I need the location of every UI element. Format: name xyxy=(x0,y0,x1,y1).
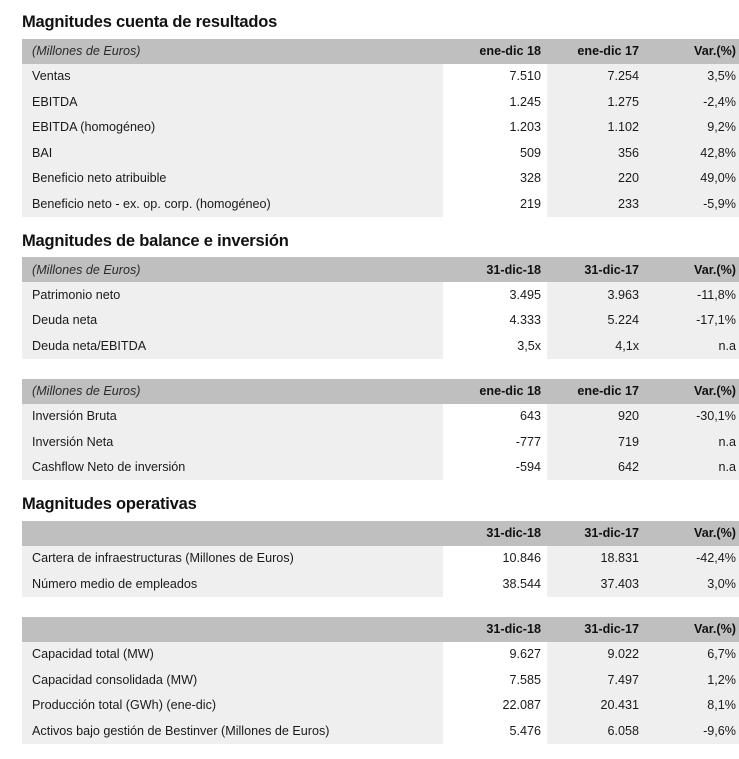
table-row xyxy=(22,404,739,430)
column-header-variation: Var.(%) xyxy=(645,521,739,546)
table-row xyxy=(22,429,739,455)
row-value-previous: 18.831 xyxy=(600,551,639,566)
row-value-variation: -9,6% xyxy=(703,723,736,738)
spacer xyxy=(22,480,739,496)
table-row xyxy=(22,642,739,668)
spacer xyxy=(22,597,739,617)
column-header-unit: (Millones de Euros) xyxy=(22,379,443,404)
row-label: Deuda neta/EBITDA xyxy=(32,338,147,353)
row-value-previous: 3.963 xyxy=(607,287,639,302)
row-value-previous: 233 xyxy=(617,196,639,211)
row-value-variation: 3,5% xyxy=(707,69,736,84)
row-value-current: 328 xyxy=(443,166,547,192)
table-header-row xyxy=(22,257,739,282)
column-header-unit: (Millones de Euros) xyxy=(22,257,443,282)
row-value-variation: 8,1% xyxy=(707,698,736,713)
row-label: Inversión Neta xyxy=(32,434,114,449)
table-row xyxy=(22,546,739,572)
row-label: Inversión Bruta xyxy=(32,409,117,424)
column-header-unit: (Millones de Euros) xyxy=(22,39,443,64)
column-header-unit xyxy=(22,521,443,546)
column-header-period-current: ene-dic 18 xyxy=(443,379,547,404)
spacer xyxy=(22,513,739,521)
row-value-variation: 42,8% xyxy=(700,145,736,160)
row-value-variation: -11,8% xyxy=(697,287,736,302)
row-value-current: 3.495 xyxy=(443,282,547,308)
column-header-period-previous: 31-dic-17 xyxy=(547,617,645,642)
row-value-current: 3,5x xyxy=(443,333,547,359)
row-value-variation: n.a xyxy=(718,434,736,449)
row-value-variation: 6,7% xyxy=(707,647,736,662)
row-label: EBITDA xyxy=(32,94,78,109)
spacer xyxy=(22,0,739,14)
row-value-previous: 7.254 xyxy=(607,69,639,84)
row-label: Cashflow Neto de inversión xyxy=(32,460,186,475)
column-header-unit xyxy=(22,617,443,642)
row-value-variation: -30,1% xyxy=(696,409,736,424)
row-label: Cartera de infraestructuras (Millones de Euros) xyxy=(32,551,294,566)
table-row xyxy=(22,115,739,141)
spacer xyxy=(22,249,739,257)
table-inversion xyxy=(22,379,739,481)
row-label: Capacidad total (MW) xyxy=(32,647,154,662)
table-row xyxy=(22,166,739,192)
row-value-previous: 220 xyxy=(617,171,639,186)
table-balance xyxy=(22,257,739,359)
row-value-variation: -42,4% xyxy=(696,551,736,566)
table-header-row xyxy=(22,379,739,404)
row-label: Beneficio neto - ex. op. corp. (homogéneo) xyxy=(32,196,271,211)
row-value-current: 4.333 xyxy=(443,308,547,334)
row-value-previous: 5.224 xyxy=(607,313,639,328)
row-label: Beneficio neto atribuible xyxy=(32,171,167,186)
row-label: Producción total (GWh) (ene-dic) xyxy=(32,698,217,713)
row-value-variation: -2,4% xyxy=(703,94,736,109)
table-row xyxy=(22,282,739,308)
table-row xyxy=(22,693,739,719)
row-value-current: 9.627 xyxy=(443,642,547,668)
table-row xyxy=(22,140,739,166)
row-label: Deuda neta xyxy=(32,313,98,328)
section-title-resultados: Magnitudes cuenta de resultados xyxy=(22,13,278,31)
table-header-row xyxy=(22,617,739,642)
table-operativas-generales xyxy=(22,521,739,597)
column-header-variation: Var.(%) xyxy=(645,257,739,282)
row-value-current: 219 xyxy=(443,191,547,217)
row-value-previous: 1.102 xyxy=(607,120,639,135)
spacer xyxy=(22,31,739,39)
row-value-current: 22.087 xyxy=(443,693,547,719)
row-value-previous: 20.431 xyxy=(600,698,639,713)
spacer xyxy=(22,359,739,379)
table-row xyxy=(22,333,739,359)
row-value-current: -777 xyxy=(443,429,547,455)
row-value-variation: 3,0% xyxy=(707,576,736,591)
row-value-previous: 7.497 xyxy=(607,672,639,687)
row-label: Capacidad consolidada (MW) xyxy=(32,672,198,687)
row-value-previous: 37.403 xyxy=(600,576,639,591)
column-header-period-previous: ene-dic 17 xyxy=(547,39,645,64)
row-value-current: 509 xyxy=(443,140,547,166)
column-header-period-previous: 31-dic-17 xyxy=(547,521,645,546)
row-value-current: 643 xyxy=(443,404,547,430)
section-title-operativas: Magnitudes operativas xyxy=(22,495,197,513)
row-value-previous: 642 xyxy=(617,460,639,475)
row-value-current: 10.846 xyxy=(443,546,547,572)
row-value-variation: 49,0% xyxy=(700,171,736,186)
row-value-previous: 4,1x xyxy=(615,338,639,353)
table-header-row xyxy=(22,39,739,64)
table-row xyxy=(22,308,739,334)
table-row xyxy=(22,667,739,693)
row-value-previous: 1.275 xyxy=(607,94,639,109)
sections-container xyxy=(22,0,739,744)
table-row xyxy=(22,89,739,115)
table-row xyxy=(22,455,739,481)
row-value-variation: n.a xyxy=(718,460,736,475)
row-value-variation: -17,1% xyxy=(696,313,736,328)
row-value-current: 7.510 xyxy=(443,64,547,90)
row-label: Patrimonio neto xyxy=(32,287,121,302)
table-row xyxy=(22,191,739,217)
row-label: Ventas xyxy=(32,69,71,84)
row-value-variation: 9,2% xyxy=(707,120,736,135)
column-header-period-current: 31-dic-18 xyxy=(443,521,547,546)
table-row xyxy=(22,64,739,90)
column-header-variation: Var.(%) xyxy=(645,617,739,642)
row-value-current: 1.245 xyxy=(443,89,547,115)
row-label: BAI xyxy=(32,145,53,160)
row-value-current: 1.203 xyxy=(443,115,547,141)
column-header-period-previous: ene-dic 17 xyxy=(547,379,645,404)
row-value-variation: n.a xyxy=(718,338,736,353)
column-header-variation: Var.(%) xyxy=(645,379,739,404)
spacer xyxy=(22,217,739,233)
row-value-current: 38.544 xyxy=(443,571,547,597)
table-header-row xyxy=(22,521,739,546)
row-value-variation: 1,2% xyxy=(707,672,736,687)
row-label: Activos bajo gestión de Bestinver (Millones de Euros) xyxy=(32,723,330,738)
row-value-current: -594 xyxy=(443,455,547,481)
column-header-period-current: ene-dic 18 xyxy=(443,39,547,64)
row-value-current: 5.476 xyxy=(443,718,547,744)
table-row xyxy=(22,718,739,744)
section-title-balance-inversion: Magnitudes de balance e inversión xyxy=(22,231,289,250)
column-header-period-current: 31-dic-18 xyxy=(443,257,547,282)
column-header-period-current: 31-dic-18 xyxy=(443,617,547,642)
row-value-previous: 356 xyxy=(617,145,639,160)
row-label: Número medio de empleados xyxy=(32,576,198,591)
row-value-previous: 9.022 xyxy=(607,647,639,662)
row-value-variation: -5,9% xyxy=(703,196,736,211)
row-value-current: 7.585 xyxy=(443,667,547,693)
column-header-period-previous: 31-dic-17 xyxy=(547,257,645,282)
row-value-previous: 719 xyxy=(617,434,639,449)
table-cuenta-resultados xyxy=(22,39,739,217)
row-value-previous: 920 xyxy=(617,409,639,424)
table-operativas-energia xyxy=(22,617,739,744)
row-label: EBITDA (homogéneo) xyxy=(32,120,156,135)
table-row xyxy=(22,571,739,597)
column-header-variation: Var.(%) xyxy=(645,39,739,64)
row-value-previous: 6.058 xyxy=(607,723,639,738)
